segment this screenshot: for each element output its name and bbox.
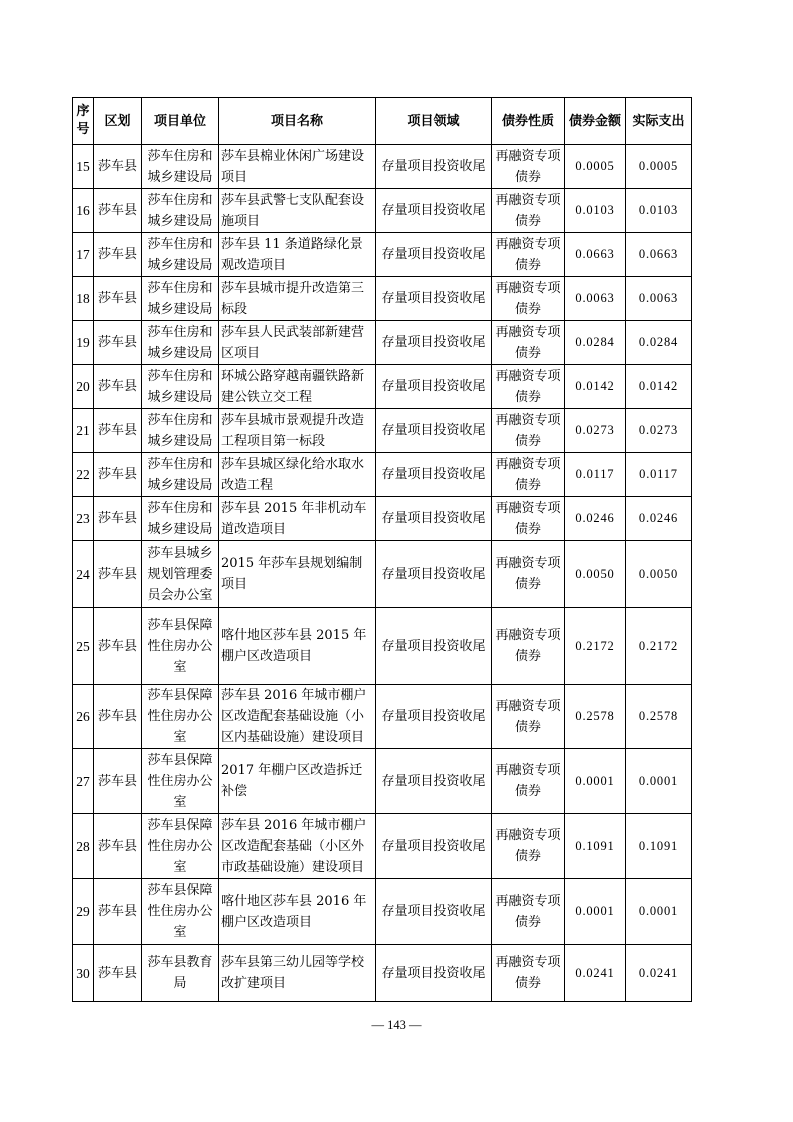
cell-actual-spending: 0.0050 <box>626 541 692 608</box>
cell-project-field: 存量项目投资收尾 <box>376 233 492 277</box>
cell-bond-nature: 再融资专项债券 <box>492 608 565 685</box>
cell-bond-amount: 0.0117 <box>565 453 626 497</box>
cell-region: 莎车县 <box>94 945 142 1002</box>
cell-region: 莎车县 <box>94 409 142 453</box>
cell-region: 莎车县 <box>94 541 142 608</box>
cell-bond-amount: 0.2578 <box>565 685 626 749</box>
cell-project-unit: 莎车住房和城乡建设局 <box>142 453 219 497</box>
cell-project-field: 存量项目投资收尾 <box>376 749 492 814</box>
cell-project-field: 存量项目投资收尾 <box>376 277 492 321</box>
cell-project-field: 存量项目投资收尾 <box>376 321 492 365</box>
cell-bond-nature: 再融资专项债券 <box>492 145 565 189</box>
cell-actual-spending: 0.0063 <box>626 277 692 321</box>
cell-seq: 27 <box>73 749 94 814</box>
cell-project-unit: 莎车住房和城乡建设局 <box>142 189 219 233</box>
cell-actual-spending: 0.2172 <box>626 608 692 685</box>
cell-project-name: 莎车县城市景观提升改造工程项目第一标段 <box>219 409 376 453</box>
table-row <box>73 277 692 321</box>
cell-project-unit: 莎车县保障性住房办公室 <box>142 608 219 685</box>
cell-project-unit: 莎车住房和城乡建设局 <box>142 497 219 541</box>
cell-project-unit: 莎车县保障性住房办公室 <box>142 814 219 879</box>
header-seq: 序号 <box>73 98 94 145</box>
cell-project-field: 存量项目投资收尾 <box>376 685 492 749</box>
header-project-field: 项目领域 <box>376 98 492 145</box>
cell-actual-spending: 0.0142 <box>626 365 692 409</box>
cell-project-unit: 莎车住房和城乡建设局 <box>142 277 219 321</box>
cell-bond-nature: 再融资专项债券 <box>492 453 565 497</box>
cell-region: 莎车县 <box>94 321 142 365</box>
cell-project-name: 喀什地区莎车县 2015 年棚户区改造项目 <box>219 608 376 685</box>
table-row <box>73 814 692 879</box>
cell-project-field: 存量项目投资收尾 <box>376 189 492 233</box>
cell-region: 莎车县 <box>94 685 142 749</box>
table-row <box>73 608 692 685</box>
cell-project-name: 莎车县 2016 年城市棚户区改造配套基础（小区外市政基础设施）建设项目 <box>219 814 376 879</box>
cell-actual-spending: 0.1091 <box>626 814 692 879</box>
cell-project-name: 莎车县第三幼儿园等学校改扩建项目 <box>219 945 376 1002</box>
header-bond-nature: 债券性质 <box>492 98 565 145</box>
table-body <box>73 145 692 1002</box>
cell-seq: 16 <box>73 189 94 233</box>
cell-bond-amount: 0.0063 <box>565 277 626 321</box>
cell-project-name: 莎车县 2016 年城市棚户区改造配套基础设施（小区内基础设施）建设项目 <box>219 685 376 749</box>
cell-actual-spending: 0.0103 <box>626 189 692 233</box>
cell-seq: 21 <box>73 409 94 453</box>
cell-project-field: 存量项目投资收尾 <box>376 365 492 409</box>
cell-project-unit: 莎车住房和城乡建设局 <box>142 145 219 189</box>
cell-seq: 23 <box>73 497 94 541</box>
cell-actual-spending: 0.0001 <box>626 879 692 945</box>
cell-region: 莎车县 <box>94 145 142 189</box>
cell-project-name: 莎车县 2015 年非机动车道改造项目 <box>219 497 376 541</box>
cell-region: 莎车县 <box>94 814 142 879</box>
cell-project-field: 存量项目投资收尾 <box>376 409 492 453</box>
header-region: 区划 <box>94 98 142 145</box>
cell-bond-nature: 再融资专项债券 <box>492 365 565 409</box>
cell-seq: 22 <box>73 453 94 497</box>
cell-bond-nature: 再融资专项债券 <box>492 541 565 608</box>
table-row <box>73 879 692 945</box>
cell-bond-amount: 0.2172 <box>565 608 626 685</box>
table-row <box>73 749 692 814</box>
cell-project-unit: 莎车住房和城乡建设局 <box>142 321 219 365</box>
cell-actual-spending: 0.0246 <box>626 497 692 541</box>
cell-seq: 19 <box>73 321 94 365</box>
cell-seq: 29 <box>73 879 94 945</box>
cell-project-field: 存量项目投资收尾 <box>376 453 492 497</box>
cell-region: 莎车县 <box>94 365 142 409</box>
cell-actual-spending: 0.0273 <box>626 409 692 453</box>
cell-project-name: 莎车县 11 条道路绿化景观改造项目 <box>219 233 376 277</box>
cell-region: 莎车县 <box>94 608 142 685</box>
table-row <box>73 409 692 453</box>
cell-bond-nature: 再融资专项债券 <box>492 749 565 814</box>
table-row <box>73 321 692 365</box>
cell-region: 莎车县 <box>94 497 142 541</box>
cell-bond-amount: 0.0284 <box>565 321 626 365</box>
cell-seq: 17 <box>73 233 94 277</box>
cell-bond-nature: 再融资专项债券 <box>492 321 565 365</box>
cell-project-field: 存量项目投资收尾 <box>376 945 492 1002</box>
cell-bond-nature: 再融资专项债券 <box>492 497 565 541</box>
cell-project-unit: 莎车县保障性住房办公室 <box>142 879 219 945</box>
cell-project-field: 存量项目投资收尾 <box>376 497 492 541</box>
cell-seq: 15 <box>73 145 94 189</box>
cell-project-unit: 莎车县保障性住房办公室 <box>142 749 219 814</box>
cell-project-field: 存量项目投资收尾 <box>376 145 492 189</box>
page-number: — 143 — <box>371 1018 422 1032</box>
cell-project-field: 存量项目投资收尾 <box>376 814 492 879</box>
cell-region: 莎车县 <box>94 879 142 945</box>
cell-project-field: 存量项目投资收尾 <box>376 608 492 685</box>
table-header-row <box>73 98 692 145</box>
cell-actual-spending: 0.0001 <box>626 749 692 814</box>
table-row <box>73 541 692 608</box>
table-row <box>73 189 692 233</box>
cell-region: 莎车县 <box>94 453 142 497</box>
header-actual-spending: 实际支出 <box>626 98 692 145</box>
cell-actual-spending: 0.0284 <box>626 321 692 365</box>
cell-bond-amount: 0.0142 <box>565 365 626 409</box>
cell-project-unit: 莎车县城乡规划管理委员会办公室 <box>142 541 219 608</box>
table-row <box>73 365 692 409</box>
cell-actual-spending: 0.2578 <box>626 685 692 749</box>
cell-bond-amount: 0.0001 <box>565 879 626 945</box>
cell-project-name: 喀什地区莎车县 2016 年棚户区改造项目 <box>219 879 376 945</box>
cell-region: 莎车县 <box>94 277 142 321</box>
cell-project-name: 莎车县城区绿化给水取水改造工程 <box>219 453 376 497</box>
table-row <box>73 945 692 1002</box>
table-row <box>73 233 692 277</box>
cell-seq: 28 <box>73 814 94 879</box>
cell-bond-nature: 再融资专项债券 <box>492 409 565 453</box>
cell-region: 莎车县 <box>94 233 142 277</box>
cell-seq: 25 <box>73 608 94 685</box>
cell-project-unit: 莎车县保障性住房办公室 <box>142 685 219 749</box>
cell-project-unit: 莎车住房和城乡建设局 <box>142 365 219 409</box>
cell-seq: 18 <box>73 277 94 321</box>
cell-bond-amount: 0.1091 <box>565 814 626 879</box>
bond-project-table <box>72 97 692 1002</box>
cell-project-name: 莎车县城市提升改造第三标段 <box>219 277 376 321</box>
header-project-unit: 项目单位 <box>142 98 219 145</box>
cell-project-field: 存量项目投资收尾 <box>376 879 492 945</box>
cell-seq: 20 <box>73 365 94 409</box>
cell-actual-spending: 0.0005 <box>626 145 692 189</box>
cell-bond-amount: 0.0273 <box>565 409 626 453</box>
cell-project-unit: 莎车住房和城乡建设局 <box>142 409 219 453</box>
cell-bond-nature: 再融资专项债券 <box>492 277 565 321</box>
cell-bond-nature: 再融资专项债券 <box>492 685 565 749</box>
cell-bond-nature: 再融资专项债券 <box>492 945 565 1002</box>
cell-bond-nature: 再融资专项债券 <box>492 814 565 879</box>
cell-region: 莎车县 <box>94 749 142 814</box>
cell-bond-amount: 0.0663 <box>565 233 626 277</box>
cell-bond-amount: 0.0005 <box>565 145 626 189</box>
table-row <box>73 453 692 497</box>
cell-region: 莎车县 <box>94 189 142 233</box>
header-bond-amount: 债券金额 <box>565 98 626 145</box>
cell-project-unit: 莎车县教育局 <box>142 945 219 1002</box>
cell-bond-amount: 0.0050 <box>565 541 626 608</box>
cell-bond-amount: 0.0241 <box>565 945 626 1002</box>
cell-bond-nature: 再融资专项债券 <box>492 189 565 233</box>
cell-project-name: 莎车县武警七支队配套设施项目 <box>219 189 376 233</box>
cell-project-name: 2015 年莎车县规划编制项目 <box>219 541 376 608</box>
cell-seq: 30 <box>73 945 94 1002</box>
cell-bond-nature: 再融资专项债券 <box>492 233 565 277</box>
header-project-name: 项目名称 <box>219 98 376 145</box>
cell-seq: 26 <box>73 685 94 749</box>
cell-actual-spending: 0.0241 <box>626 945 692 1002</box>
table-row <box>73 145 692 189</box>
cell-bond-amount: 0.0103 <box>565 189 626 233</box>
cell-bond-amount: 0.0246 <box>565 497 626 541</box>
cell-bond-amount: 0.0001 <box>565 749 626 814</box>
table-row <box>73 685 692 749</box>
cell-seq: 24 <box>73 541 94 608</box>
cell-project-field: 存量项目投资收尾 <box>376 541 492 608</box>
cell-actual-spending: 0.0663 <box>626 233 692 277</box>
table-row <box>73 497 692 541</box>
cell-actual-spending: 0.0117 <box>626 453 692 497</box>
cell-project-name: 莎车县人民武装部新建营区项目 <box>219 321 376 365</box>
cell-bond-nature: 再融资专项债券 <box>492 879 565 945</box>
cell-project-name: 2017 年棚户区改造拆迁补偿 <box>219 749 376 814</box>
cell-project-name: 莎车县棉业休闲广场建设项目 <box>219 145 376 189</box>
cell-project-unit: 莎车住房和城乡建设局 <box>142 233 219 277</box>
cell-project-name: 环城公路穿越南疆铁路新建公铁立交工程 <box>219 365 376 409</box>
